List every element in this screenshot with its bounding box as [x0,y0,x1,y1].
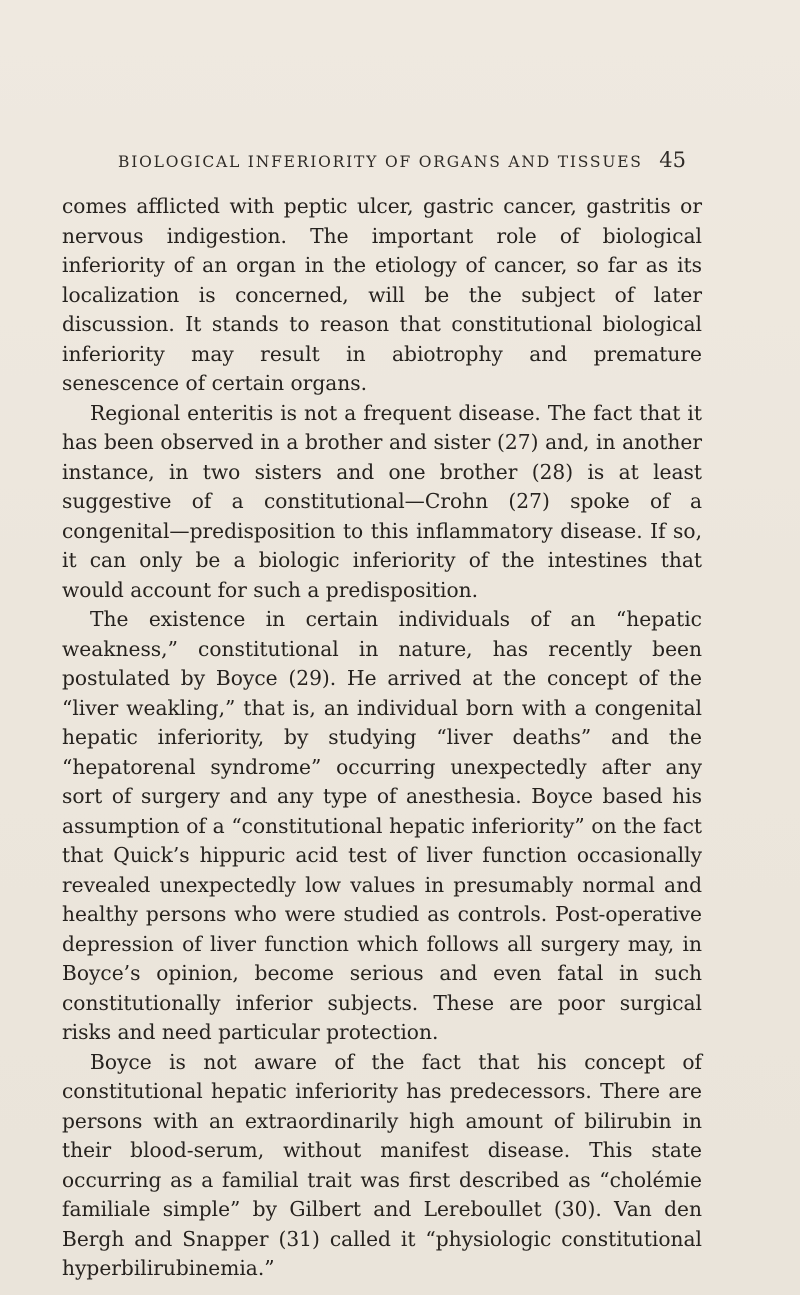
running-head [118,148,686,172]
paragraph-boyce-predecessors: Boyce is not aware of the fact that his concept of constitutional hepatic inferiority has predecessors. There are persons with an extraordinarily high amount of bilirubin in their blood-serum, without manifest disease. This state occurring as a familial trait was first described as “cholémie familiale simple” by Gilbert and Lereboullet (30). Van den Bergh and Snapper (31) called it “physiologic constitutional hyperbilirubinemia.” [62,1049,702,1280]
body-text [62,192,702,1284]
paragraph-hepatic-weakness: The existence in certain individuals of an “hepatic weakness,” constitutional in nature, has recently been postulated by Boyce (29). He arrived at the concept of the “liver weakling,” that is, an individual born with a congenital hepatic inferiority, by studying “liver deaths” and the “hepatorenal syndrome” occurring unexpectedly after any sort of surgery and any type of anesthesia. Boyce based his assumption of a “constitutional hepatic inferiority” on the fact that Quick’s hippuric acid test of liver function occasionally revealed unexpectedly low values in presumably normal and healthy persons who were studied as controls. Post-operative depression of liver function which follows all surgery may, in Boyce’s opinion, become serious and even fatal in such constitutionally inferior subjects. These are poor surgical risks and need particular protection. [62,607,702,1044]
paragraph-regional-enteritis: Regional enteritis is not a frequent disease. The fact that it has been observed in a brother and sister (27) and, in another instance, in two sisters and one brother (28) is at least suggestive of a constitutional—Crohn (27) spoke of a congenital—predisposition to this inflammatory disease. If so, it can only be a biologic inferiority of the intestines that would account for such a predisposition. [62,400,702,602]
paragraph-continuation: comes afflicted with peptic ulcer, gastric cancer, gastritis or nervous indigestion. The important role of biological inferiority of an organ in the etiology of cancer, so far as its localization is concerned, will be the subject of later discussion. It stands to reason that constitutional biological inferiority may result in abiotrophy and premature senescence of certain organs. [62,194,702,395]
running-title: BIOLOGICAL INFERIORITY OF ORGANS AND TISSUES [118,153,643,171]
page-number: 45 [659,148,686,172]
